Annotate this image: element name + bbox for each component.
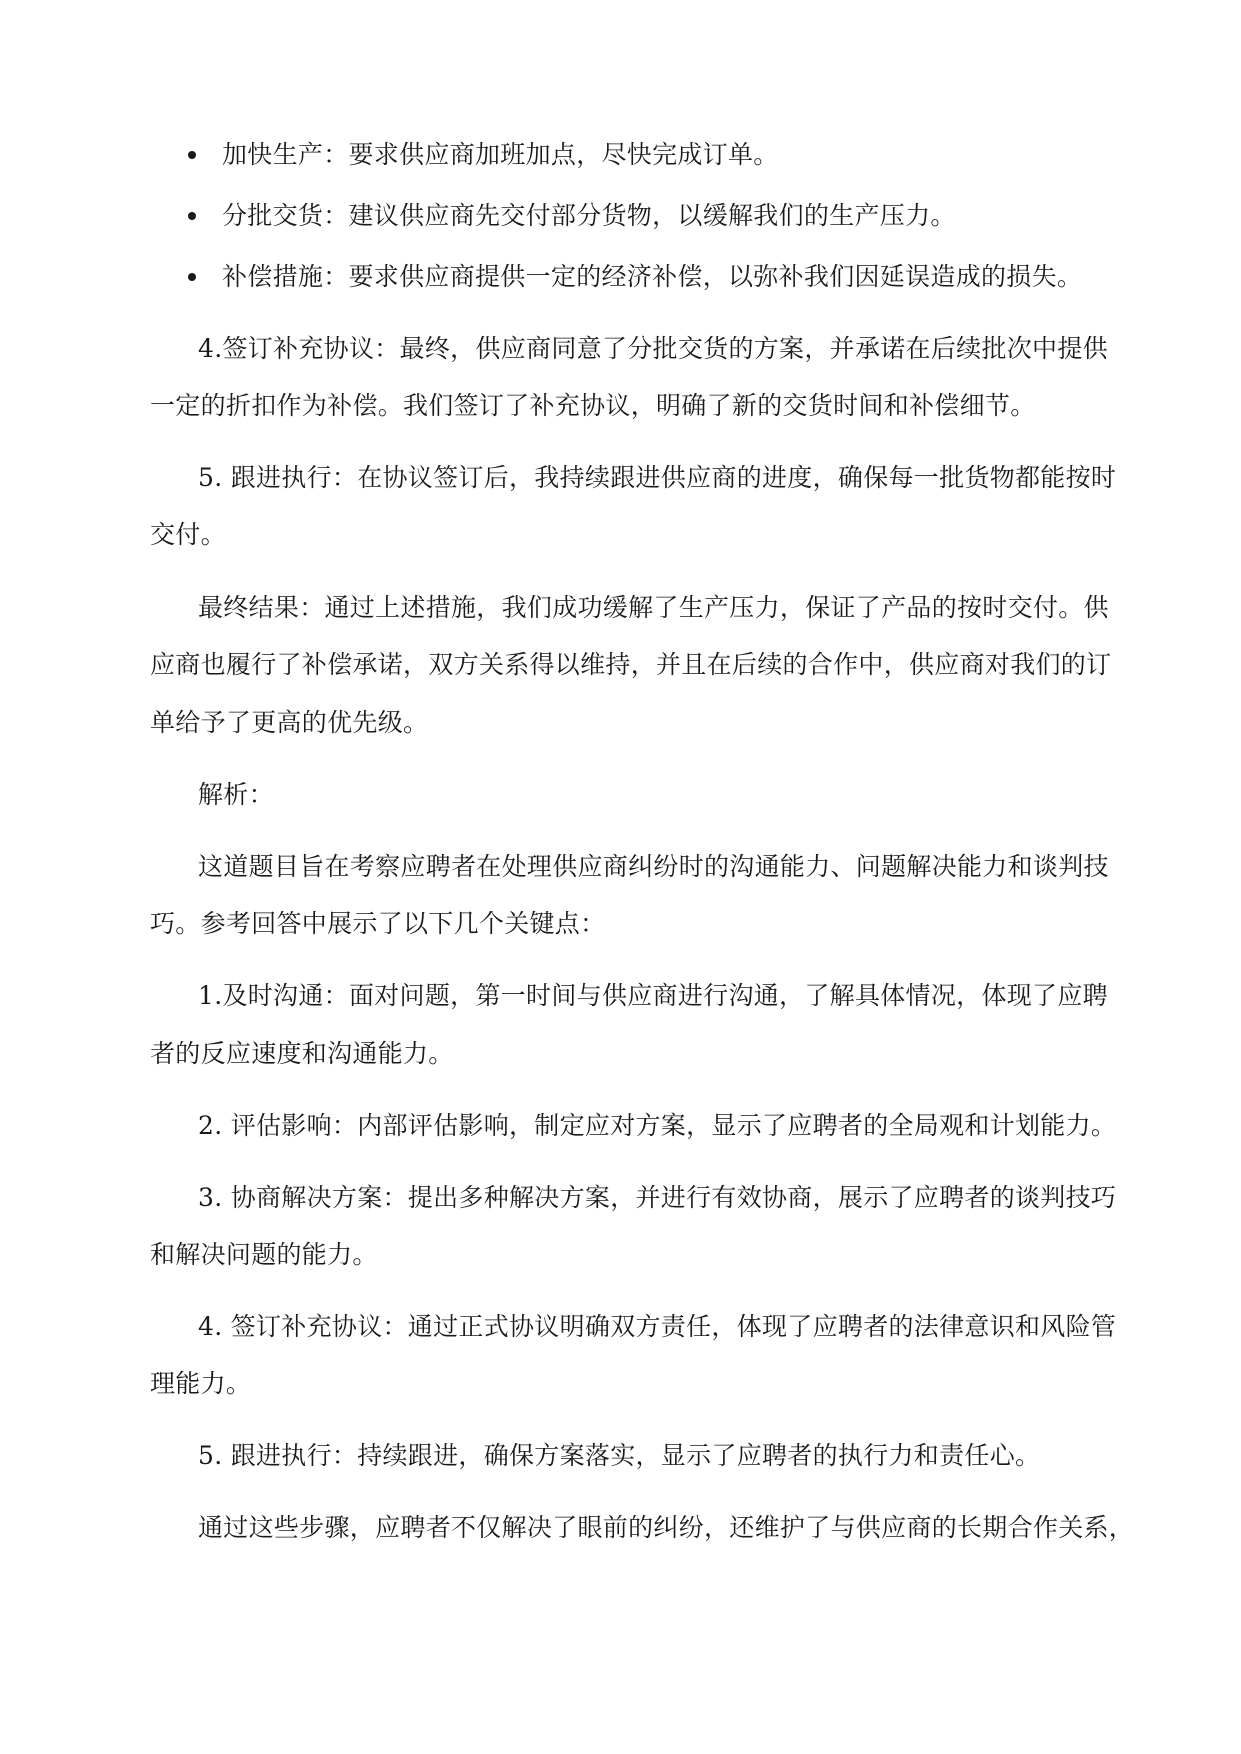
paragraph-line: 这道题目旨在考察应聘者在处理供应商纠纷时的沟通能力、问题解决能力和谈判技: [198, 852, 1109, 881]
paragraph-line: 通过这些步骤，应聘者不仅解决了眼前的纠纷，还维护了与供应商的长期合作关系，: [198, 1513, 1135, 1542]
paragraph-line: 者的反应速度和沟通能力。: [150, 1039, 454, 1068]
paragraph-line: 2. 评估影响：内部评估影响，制定应对方案，显示了应聘者的全局观和计划能力。: [198, 1111, 1117, 1140]
bullet-item: 加快生产：要求供应商加班加点，尽快完成订单。: [222, 140, 779, 169]
paragraph-line: 5. 跟进执行：持续跟进，确保方案落实，显示了应聘者的执行力和责任心。: [198, 1441, 1041, 1470]
paragraph-line: 单给予了更高的优先级。: [150, 708, 429, 737]
paragraph-line: 3. 协商解决方案：提出多种解决方案，并进行有效协商，展示了应聘者的谈判技巧: [198, 1183, 1117, 1212]
paragraph-line: 4. 签订补充协议：通过正式协议明确双方责任，体现了应聘者的法律意识和风险管: [198, 1312, 1117, 1341]
paragraph-line: 应商也履行了补偿承诺，双方关系得以维持，并且在后续的合作中，供应商对我们的订: [150, 650, 1112, 679]
paragraph-line: 4.签订补充协议：最终，供应商同意了分批交货的方案，并承诺在后续批次中提供: [198, 334, 1108, 363]
paragraph-line: 理能力。: [150, 1369, 252, 1398]
paragraph-line: 和解决问题的能力。: [150, 1240, 378, 1269]
paragraph-line: 解析：: [198, 780, 274, 809]
bullet-dot: [188, 273, 196, 281]
paragraph-line: 5. 跟进执行：在协议签订后，我持续跟进供应商的进度，确保每一批货物都能按时: [198, 463, 1117, 492]
paragraph-line: 交付。: [150, 520, 226, 549]
bullet-dot: [188, 151, 196, 159]
bullet-item: 补偿措施：要求供应商提供一定的经济补偿，以弥补我们因延误造成的损失。: [222, 262, 1083, 291]
bullet-dot: [188, 212, 196, 220]
paragraph-line: 一定的折扣作为补偿。我们签订了补充协议，明确了新的交货时间和补偿细节。: [150, 391, 1036, 420]
paragraph-line: 最终结果：通过上述措施，我们成功缓解了生产压力，保证了产品的按时交付。供: [198, 593, 1109, 622]
paragraph-line: 巧。参考回答中展示了以下几个关键点：: [150, 909, 606, 938]
paragraph-line: 1.及时沟通：面对问题，第一时间与供应商进行沟通，了解具体情况，体现了应聘: [198, 981, 1108, 1010]
bullet-item: 分批交货：建议供应商先交付部分货物，以缓解我们的生产压力。: [222, 201, 956, 230]
